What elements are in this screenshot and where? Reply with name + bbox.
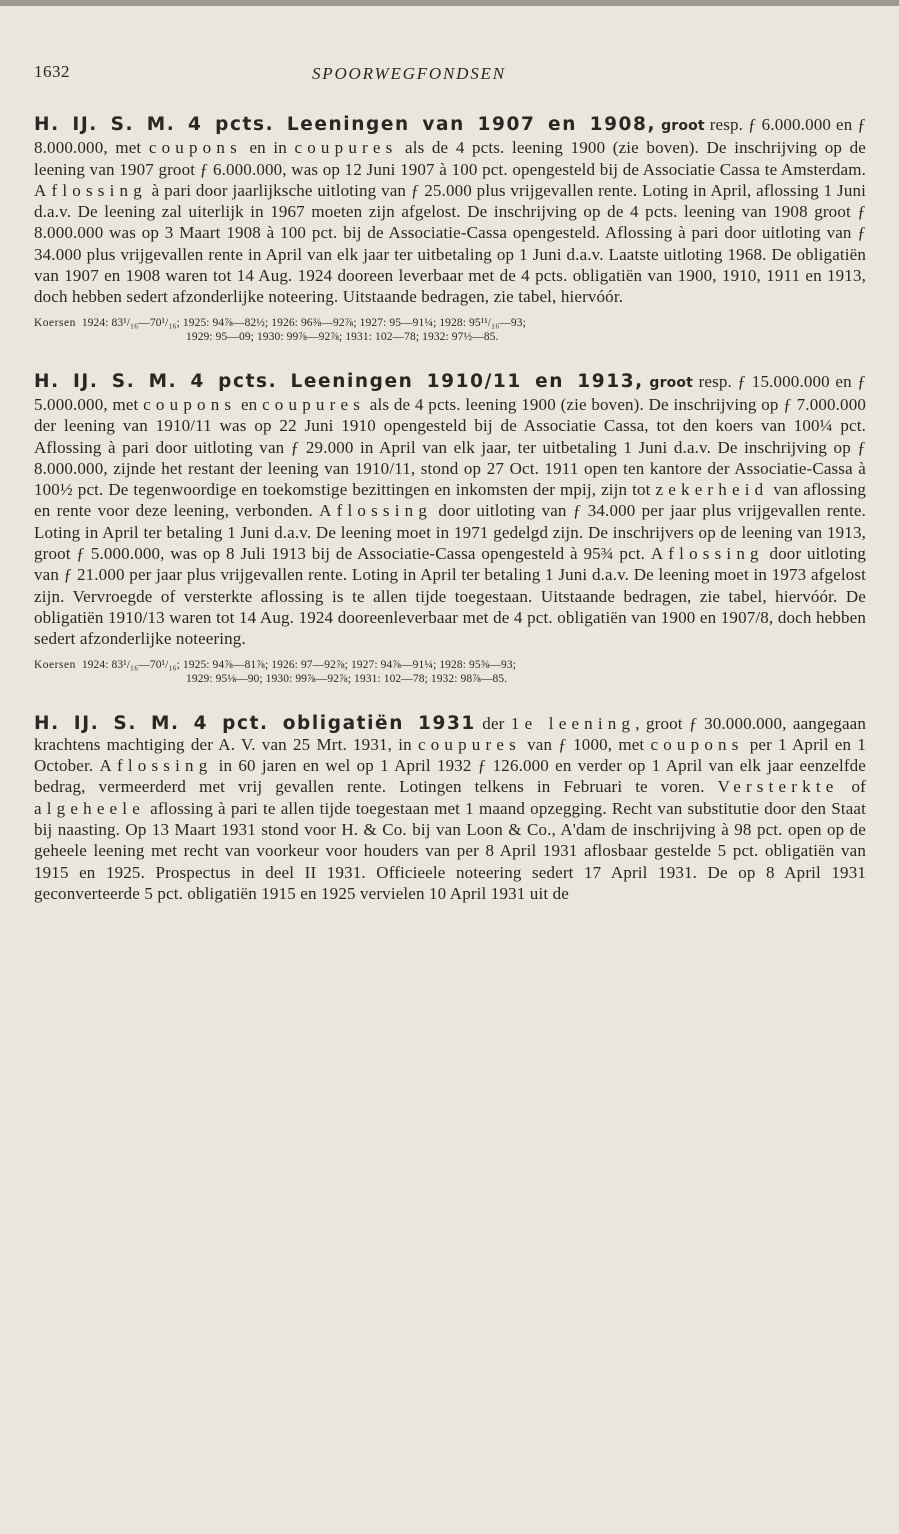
spaced-term: Aflossing [650, 544, 764, 564]
text-run: à pari door jaarlijksche uitloting van ƒ 25.000 plus vrijgevallen rente. Loting in April, aflossing 1 Juni d.a.v. De leening zal uiterlijk in 1967 moeten zijn afgelost. De inschrijving op de 4 pcts. leening van 1908 groot ƒ 8.000.000 was op 3 Maart 1908 à 100 pct. bij de Associatie-Cassa opengesteld. Aflossing à pari door uitloting van ƒ 34.000 plus vrijgevallen rente in April van elk jaar ter uitbetaling op 1 Juni d.a.v. Laatste uitloting 1968. De obligatiën van 1907 en 1908 waren tot 14 Aug. 1924 dooreen leverbaar met de 4 pcts. obligatiën van 1900, 1910, 1911 en 1913, doch hebben sedert afzonderlijke noteering. Uitstaande bedragen, zie tabel, hiervóór. [34, 180, 866, 307]
text-run: door uitloting van ƒ 34.000 per jaar plus vrijgevallen rente. Loting in April ter betaling 1 Juni d.a.v. De leening moet in 1971 gedelgd zijn. De inschrijvers op de leening van 1913, groot ƒ 5.000.000, was op 8 Juli 1913 bij de Associatie-Cassa opengesteld à 95¾ pct. [34, 501, 866, 564]
koersen-line-2: 1929: 95⅛—90; 1930: 99⅞—92⅞; 1931: 102—78; 1932: 98⅞—85. [186, 673, 508, 686]
paragraph-text [34, 714, 866, 903]
koersen-line-1: 1924: 83¹/₁₆—70¹/₁₆; 1925: 94⅞—81⅞; 1926: 97—92⅞; 1927: 94⅞—91¼; 1928: 95⅝—93; [81, 658, 517, 671]
section-leeningen-1907-1908 [34, 114, 866, 345]
text-run: resp. [704, 115, 749, 134]
text-run: per 1 April en 1 October. [34, 734, 867, 776]
koersen-quotes [34, 658, 866, 687]
text-run: aflossing à pari te allen tijde toegestaan met 1 maand opzegging. Recht van substitutie door den Staat bij naasting. Op 13 Maart 1931 stond voor H. & Co. bij van Loon & Co., A'dam de inschrijving à 98 pct. open op de geheele leening met recht van voorkeur voor houders van per 8 April 1931 aflosbaar gestelde 5 pct. obligatiën van 1915 en 1925. Prospectus in deel II 1931. Officieele noteering sedert 17 April 1931. De op 8 April 1931 geconverteerde 5 pct. obligatiën 1915 en 1925 vervielen 10 April 1931 uit de [34, 798, 866, 903]
section-heading-tail: groot [649, 374, 694, 391]
section-heading: H. IJ. S. M. 4 pct. obligatiën 1931 [34, 712, 476, 734]
koersen-line-1: 1924: 83¹/₁₆—70¹/₁₆; 1925: 94⅞—82½; 1926: 96⅜—92⅞; 1927: 95—91¼; 1928: 95¹¹/₁₆—93; [81, 316, 526, 329]
text-run: ƒ 6.000.000 en ƒ 8.000.000, met [34, 115, 867, 158]
spaced-term: coupures [417, 734, 521, 754]
text-run: van aflossing en rente voor deze leening, verbonden. [34, 480, 867, 521]
page-number: 1632 [34, 62, 70, 81]
spaced-term: Aflossing [34, 180, 147, 200]
text-run: en [236, 394, 263, 414]
spaced-term: coupons [143, 394, 237, 414]
paragraph-text [34, 372, 866, 649]
spaced-term: Aflossing [99, 756, 213, 776]
spaced-term: coupures [294, 138, 398, 158]
section-heading-tail: groot [661, 118, 705, 134]
section-paragraph [34, 114, 866, 308]
section-heading: H. IJ. S. M. 4 pcts. Leeningen van 1907 en 1908, [34, 114, 657, 135]
koersen-quotes [34, 316, 866, 345]
section-heading: H. IJ. S. M. 4 pcts. Leeningen 1910/11 en 1913, [34, 370, 644, 392]
spaced-term: Versterkte [717, 777, 839, 797]
text-run: als de 4 pcts. leening 1900 (zie boven). De inschrijving op ƒ 7.000.000 der leening van 1910/11 was op 22 Juni 1910 opengesteld bij de Associatie Cassa, tot den koers van 100¼ pct. Aflossing à pari door uitloting van ƒ 29.000 in April van elk jaar, ter uitbetaling 1 Juni d.a.v. De inschrijving op ƒ 8.000.000, zijnde het restant der leening van 1910/11, stond op 27 Oct. 1911 open ten kantore der Associatie-Cassa à 100½ pct. De tegenwoordige en toekomstige bezittingen en inkomsten der mpij, zijn tot [34, 394, 866, 500]
text-run: of [838, 777, 866, 797]
paragraph-text [34, 115, 866, 306]
page-top-edge [0, 0, 899, 6]
text-run: van ƒ 1000, met [520, 734, 651, 754]
text-run: als de 4 pcts. leening 1900 (zie boven). De inschrijving op de leening van 1907 groot ƒ 6.000.000, was op 12 Juni 1907 à 100 pct. opengesteld bij de Associatie Cassa te Amsterdam. [34, 138, 866, 179]
text-run: in 60 jaren en wel op 1 April 1932 ƒ 126.000 en verder op 1 April van elk jaar eenzelfde bedrag, vermeerderd met vrij gevallen rente. Lotingen telkens in Februari te voren. [34, 756, 867, 797]
text-run: , groot ƒ 30.000.000, aangegaan krachtens machtiging der A. V. van 25 Mrt. 1931, in [34, 713, 866, 754]
koersen-label: Koersen [34, 316, 76, 329]
text-run: resp. ƒ 15.000.000 en ƒ 5.000.000, met [34, 371, 866, 414]
text-run: door uitloting van ƒ 21.000 per jaar plus vrijgevallen rente. Loting in April ter betaling 1 Juni d.a.v. De leening moet in 1973 afgelost zijn. Vervroegde of versterkte aflossing is te allen tijde toegestaan. Uitstaande bedragen, zie tabel, hiervóór. De obligatiën 1910/13 waren tot 14 Aug. 1924 dooreenleverbaar met de 4 pct. obligatiën van 1900 en 1907/8, doch hebben sedert afzonderlijke noteering. [34, 544, 866, 649]
section-paragraph [34, 371, 866, 650]
section-leeningen-1910-1913 [34, 371, 866, 687]
koersen-line-2: 1929: 95—09; 1930: 99⅞—92⅞; 1931: 102—78; 1932: 97½—85. [186, 331, 499, 344]
section-paragraph [34, 713, 866, 905]
page [34, 62, 866, 930]
spaced-term: coupons [650, 734, 744, 754]
running-head: SPOORWEGFONDSEN [312, 64, 506, 83]
spaced-term: coupures [262, 394, 366, 414]
spaced-term: 1e leening [510, 713, 636, 733]
koersen-label: Koersen [34, 658, 76, 671]
text-run: en in [241, 138, 295, 158]
spaced-term: algeheele [34, 798, 145, 818]
spaced-term: zekerheid [655, 480, 769, 500]
spaced-term: coupons [148, 138, 242, 158]
section-obligatien-1931 [34, 713, 866, 905]
page-header [34, 62, 866, 90]
spaced-term: Aflossing [319, 501, 433, 521]
text-run: der [475, 713, 511, 733]
